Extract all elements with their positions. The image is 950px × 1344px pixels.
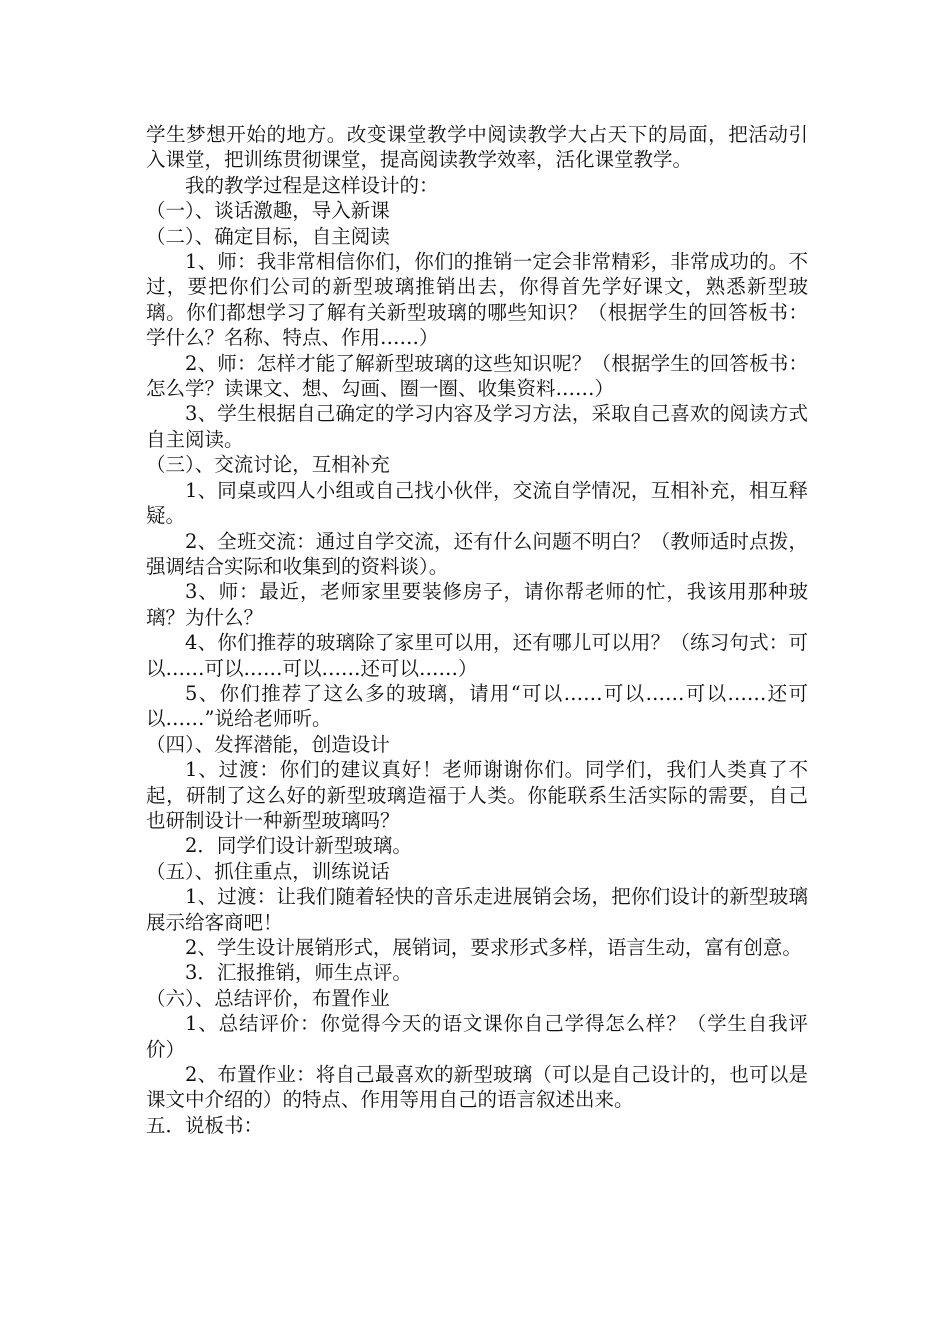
- section-heading-2: （二）、确定目标，自主阅读: [146, 224, 390, 248]
- paragraph: 5、你们推荐了这么多的玻璃，请用“可以……可以……可以……还可以……”说给老师听。: [146, 681, 808, 731]
- paragraph: 2．同学们设计新型玻璃。: [185, 834, 412, 858]
- paragraph: 3．汇报推销，师生点评。: [185, 961, 412, 985]
- section-heading-3: （三）、交流讨论，互相补充: [146, 453, 390, 477]
- paragraph: 3、师：最近，老师家里要装修房子，请你帮老师的忙，我该用那种玻璃？为什么？: [146, 580, 808, 629]
- paragraph-continued: 学生梦想开始的地方。改变课堂教学中阅读教学大占天下的局面，把活动引入课堂，把训练贯彻课堂，提高阅读教学效率，活化课堂教学。: [146, 123, 808, 172]
- paragraph: 1、过渡：让我们随着轻快的音乐走进展销会场，把你们设计的新型玻璃展示给客商吧！: [146, 885, 808, 934]
- paragraph: 1、同桌或四人小组或自己找小伙伴，交流自学情况，互相补充，相互释疑。: [146, 478, 808, 528]
- section-heading-board: 五．说板书：: [146, 1113, 264, 1137]
- paragraph: 1、总结评价：你觉得今天的语文课你自己学得怎么样？（学生自我评价）: [146, 1012, 808, 1061]
- document-body: [146, 122, 808, 1138]
- section-heading-1: （一）、谈话激趣，导入新课: [146, 199, 390, 223]
- section-heading-6: （六）、总结评价，布置作业: [146, 986, 390, 1010]
- paragraph-intro: 我的教学过程是这样设计的：: [185, 173, 439, 197]
- section-heading-4: （四）、发挥潜能，创造设计: [146, 732, 390, 756]
- paragraph: 3、学生根据自己确定的学习内容及学习方法，采取自己喜欢的阅读方式自主阅读。: [146, 402, 808, 451]
- paragraph: 2、全班交流：通过自学交流，还有什么问题不明白？（教师适时点拨，强调结合实际和收集到的资料谈）。: [146, 529, 808, 578]
- paragraph: 4、你们推荐的玻璃除了家里可以用，还有哪儿可以用？（练习句式：可以……可以……可以……还可以……）: [146, 631, 808, 680]
- paragraph: 2、师：怎样才能了解新型玻璃的这些知识呢？（根据学生的回答板书：怎么学？读课文、想、勾画、圈一圈、收集资料……）: [146, 351, 808, 401]
- paragraph: 2、学生设计展销形式，展销词，要求形式多样，语言生动，富有创意。: [185, 936, 802, 959]
- paragraph: 1、过渡：你们的建议真好！老师谢谢你们。同学们，我们人类真了不起，研制了这么好的新型玻璃造福于人类。你能联系生活实际的需要，自己也研制设计一种新型玻璃吗？: [146, 758, 808, 832]
- section-heading-5: （五）、抓住重点，训练说话: [146, 859, 390, 883]
- paragraph: 2、布置作业：将自己最喜欢的新型玻璃（可以是自己设计的，也可以是课文中介绍的）的特点、作用等用自己的语言叙述出来。: [146, 1063, 808, 1112]
- paragraph: 1、师：我非常相信你们，你们的推销一定会非常精彩，非常成功的。不过，要把你们公司的新型玻璃推销出去，你得首先学好课文，熟悉新型玻璃。你们都想学习了解有关新型玻璃的哪些知识？（根据学生的回答板书：学什么？名称、特点、作用……）: [146, 250, 808, 350]
